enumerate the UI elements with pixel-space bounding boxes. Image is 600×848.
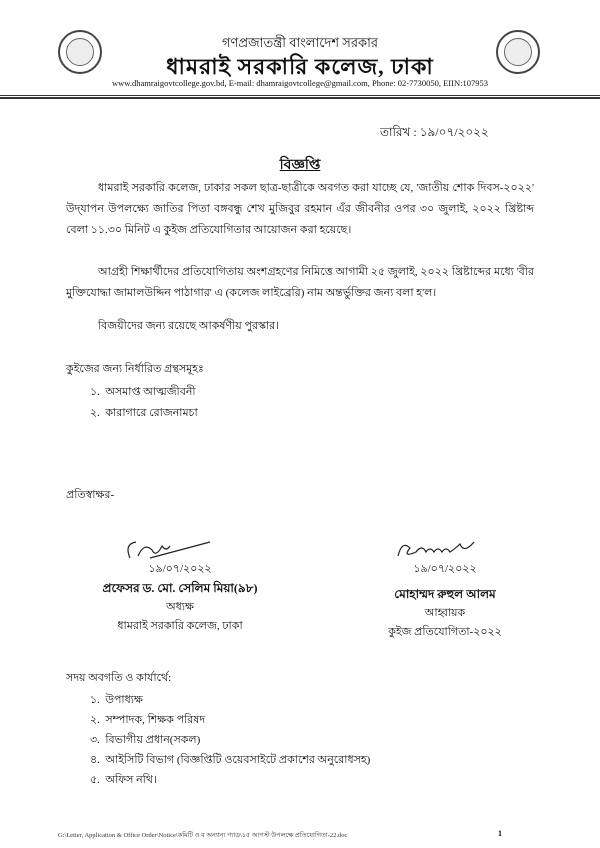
signatory-name: মোহাম্মদ রুহুল আলম [394,587,496,601]
cc-item [90,711,205,730]
books-heading: কুইজের জন্য নির্ধারিত গ্রন্থসমূহঃ [66,363,204,375]
signature-date: ১৯/০৭/২০২২ [148,563,212,575]
book-item [90,383,196,402]
cc-item [90,771,157,790]
cc-item [90,751,370,770]
item-number: ১. [90,386,100,398]
paragraph-1: ধামরাই সরকারি কলেজ, ঢাকার সকল ছাত্র-ছাত্রীকে অবগত করা যাচ্ছে যে, 'জাতীয় শোক দিবস-২০২২' উদ্‌যাপন উপলক্ষ্যে জাতির পিতা বঙ্গবন্ধু শেখ মুজিবুর রহমান এঁর জীবনীর ওপর ৩০ জুলাই, ২০২২ খ্রিষ্টাব্দ বেলা ১১.৩০ মিনিট এ কুইজ প্রতিযোগিতার আয়োজন করা হয়েছে। [66,182,534,236]
item-text: অফিস নথি। [105,774,157,786]
signature-date: ১৯/০৭/২০২২ [413,563,477,575]
item-number: ১. [90,694,100,706]
countersign-label: প্রতিস্বাক্ষর- [66,489,115,501]
signatory-org: কুইজ প্রতিযোগিতা-২০২২ [388,626,502,638]
file-path-footer: G:\Letter, Application & Office Order\Notice\কমিটি ও ব অন্যান্য প্যাড\১৫ আগস্ট উপলক্ষে প্রতিযোগিতা-22.doc [58,832,348,839]
college-name: ধামরাই সরকারি কলেজ, ঢাকা [166,54,434,79]
paragraph-2: আগ্রহী শিক্ষার্থীদের প্রতিযোগিতায় অংশগ্রহণের নিমিত্তে আগামী ২৫ জুলাই, ২০২২ খ্রিষ্টাব্দের মধ্যে 'বীর মুক্তিযোদ্ধা জামালউদ্দিন পাঠাগার' এ (কলেজ লাইব্রেরি) নাম অন্তর্ভুক্তির জন্য বলা হ'ল। [66,266,534,299]
item-text: বিভাগীয় প্রধান(সকল) [105,734,201,746]
item-number: ৪. [90,754,100,766]
principal-signature [120,536,220,566]
item-text: আইসিটি বিভাগ (বিজ্ঞপ্তিটি ওয়েবসাইটে প্রকাশের অনুরোধসহ) [105,754,371,766]
notice-title: বিজ্ঞপ্তি [279,158,321,173]
header-divider-thick [0,97,600,99]
signatory-org: ধামরাই সরকারি কলেজ, ঢাকা [117,620,243,632]
item-number: ২. [90,407,100,419]
convener-signature [392,536,492,562]
item-number: ২. [90,714,100,726]
contact-info: www.dhamraigovtcollege.gov.bd, E-mail: dhamraigovtcollege@gmail.com, Phone: 02-7730050, EIIN:107953 [112,78,488,88]
cc-item [90,691,143,710]
paragraph-3: বিজয়ীদের জন্য রয়েছে আকর্ষণীয় পুরস্কার। [98,320,280,332]
signatory-role: অধ্যক্ষ [166,601,194,613]
page-number: 1 [498,829,502,838]
notice-date: তারিখ : ১৯/০৭/২০২২ [380,125,489,139]
signatory-name: প্রফেসর ড. মো. সেলিম মিয়া(৯৮) [102,581,258,595]
signatory-role: আহ্বায়ক [424,607,466,619]
item-number: ৩. [90,734,100,746]
cc-heading: সদয় অবগতি ও কার্যার্থে: [66,672,172,684]
government-name: গণপ্রজাতন্ত্রী বাংলাদেশ সরকার [221,35,379,50]
item-text: অসমাপ্ত আত্মজীবনী [105,386,196,398]
item-text: কারাগারে রোজনামচা [105,407,198,419]
item-number: ৫. [90,774,100,786]
header-divider [0,95,600,96]
item-text: উপাধ্যক্ষ [105,694,143,706]
book-item [90,404,198,423]
cc-item [90,731,200,750]
item-text: সম্পাদক, শিক্ষক পরিষদ [105,714,206,726]
